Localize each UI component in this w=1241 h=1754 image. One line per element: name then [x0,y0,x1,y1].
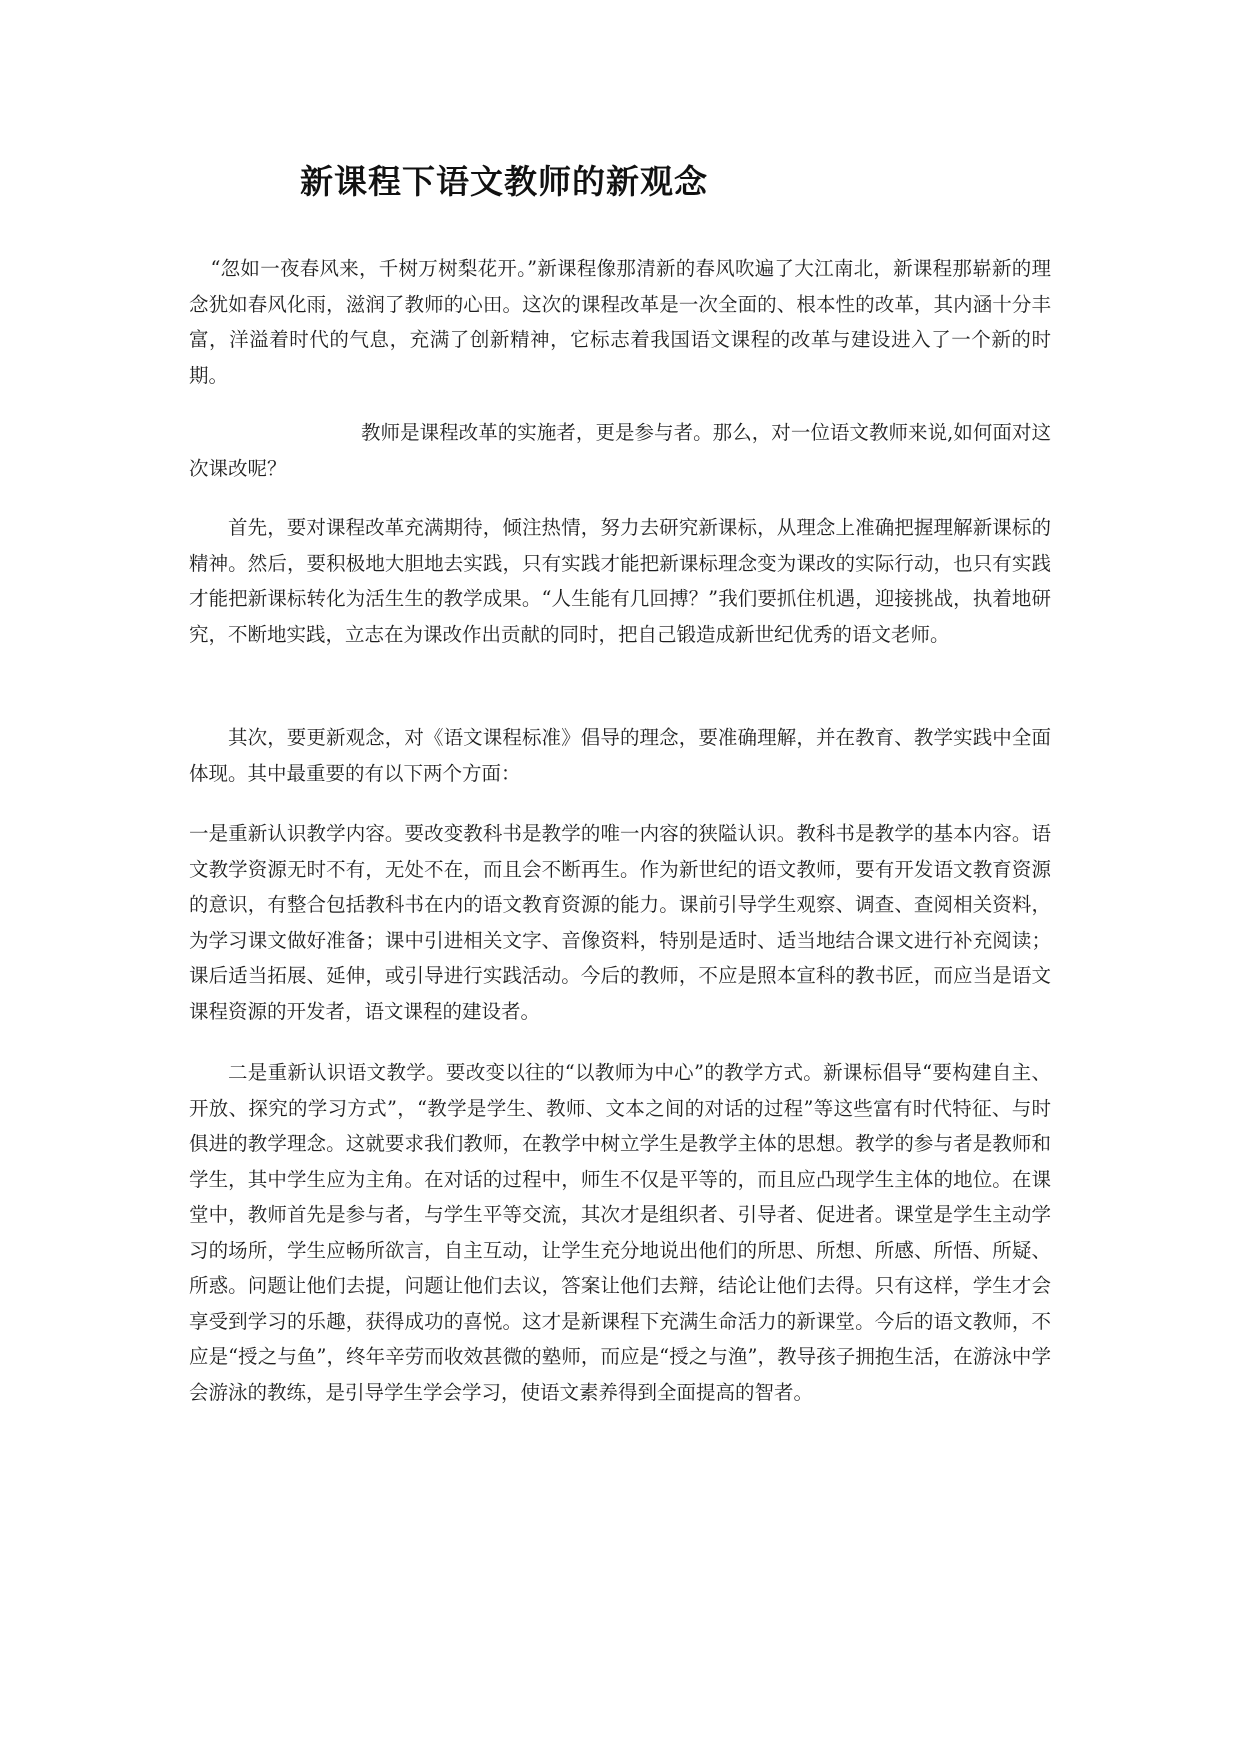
paragraph-teaching-content: 一是重新认识教学内容。要改变教科书是教学的唯一内容的狭隘认识。教科书是教学的基本内容。语文教学资源无时不有，无处不在，而且会不断再生。作为新世纪的语文教师，要有开发语文教育资源的意识，有整合包括教科书在内的语文教育资源的能力。课前引导学生观察、调查、查阅相关资料，为学习课文做好准备；课中引进相关文字、音像资料，特别是适时、适当地结合课文进行补充阅读；课后适当拓展、延伸，或引导进行实践活动。今后的教师，不应是照本宣科的教书匠，而应当是语文课程资源的开发者，语文课程的建设者。 [189,822,1051,1023]
paragraph-question: 教师是课程改革的实施者，更是参与者。那么，对一位语文教师来说,如何面对这次课改呢？ [189,421,1051,480]
paragraph-first: 首先，要对课程改革充满期待，倾注热情，努力去研究新课标，从理念上准确把握理解新课标的精神。然后，要积极地大胆地去实践，只有实践才能把新课标理念变为课改的实际行动，也只有实践才能把新课标转化为活生生的教学成果。“人生能有几回搏？”我们要抓住机遇，迎接挑战，执着地研究，不断地实践，立志在为课改作出贡献的同时，把自己锻造成新世纪优秀的语文老师。 [189,516,1051,646]
document-title: 新课程下语文教师的新观念 [300,162,708,201]
paragraph-chinese-teaching: 二是重新认识语文教学。要改变以往的“以教师为中心”的教学方式。新课标倡导“要构建自主、开放、探究的学习方式”，“教学是学生、教师、文本之间的对话的过程”等这些富有时代特征、与时俱进的教学理念。这就要求我们教师，在教学中树立学生是教学主体的思想。教学的参与者是教师和学生，其中学生应为主角。在对话的过程中，师生不仅是平等的，而且应凸现学生主体的地位。在课堂中，教师首先是参与者，与学生平等交流，其次才是组织者、引导者、促进者。课堂是学生主动学习的场所，学生应畅所欲言，自主互动，让学生充分地说出他们的所思、所想、所感、所悟、所疑、所惑。问题让他们去提，问题让他们去议，答案让他们去辩，结论让他们去得。只有这样，学生才会享受到学习的乐趣，获得成功的喜悦。这才是新课程下充满生命活力的新课堂。今后的语文教师，不应是“授之与鱼”，终年辛劳而收效甚微的塾师，而应是“授之与渔”，教导孩子拥抱生活，在游泳中学会游泳的教练，是引导学生学会学习，使语文素养得到全面提高的智者。 [189,1061,1051,1404]
paragraph-second: 其次，要更新观念，对《语文课程标准》倡导的理念，要准确理解，并在教育、教学实践中全面体现。其中最重要的有以下两个方面： [189,726,1051,785]
paragraph-intro: “忽如一夜春风来，千树万树梨花开。”新课程像那清新的春风吹遍了大江南北，新课程那崭新的理念犹如春风化雨，滋润了教师的心田。这次的课程改革是一次全面的、根本性的改革，其内涵十分丰富，洋溢着时代的气息，充满了创新精神，它标志着我国语文课程的改革与建设进入了一个新的时期。 [189,257,1051,387]
